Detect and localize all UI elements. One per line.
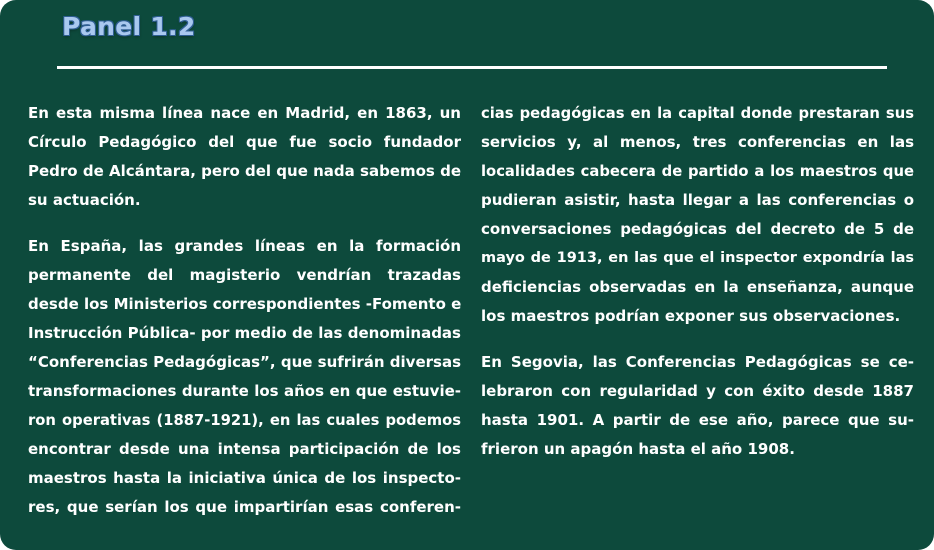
text-line: servicios y, al menos, tres conferencias en las <box>481 133 914 151</box>
title-divider <box>57 66 887 69</box>
paragraph-gap <box>481 331 914 348</box>
text-line: maestros hasta la iniciativa única de los inspecto- <box>28 469 461 487</box>
text-column-left <box>28 99 461 522</box>
text-line: cias pedagógicas en la capital donde prestaran sus <box>481 105 914 122</box>
text-line: encontrar desde una intensa participación de los <box>28 440 461 458</box>
panel-title: Panel 1.2 <box>62 12 196 41</box>
text-line: “Conferencias Pedagógicas”, que sufrirán diversas <box>28 353 461 371</box>
text-line: mayo de 1913, en las que el inspector expondría las <box>481 250 914 266</box>
text-line: En esta misma línea nace en Madrid, en 1863, un <box>28 104 461 122</box>
text-line: conversaciones pedagógicas del decreto de 5 de <box>481 220 914 238</box>
text-line: res, que serían los que impartirían esas conferen- <box>28 498 461 516</box>
text-line: En España, las grandes líneas en la formación <box>28 237 461 255</box>
text-line: permanente del magisterio vendrían trazadas <box>28 266 461 284</box>
text-line: desde los Ministerios correspondientes -Fomento e <box>28 295 461 313</box>
text-line: lebraron con regularidad y con éxito desde 1887 <box>481 382 914 400</box>
text-line: los maestros podrían exponer sus observaciones. <box>481 307 901 325</box>
text-line: Círculo Pedagógico del que fue socio fundador <box>28 133 461 151</box>
text-line: hasta 1901. A partir de ese año, parece que su- <box>481 411 914 429</box>
text-line: pudieran asistir, hasta llegar a las conferencias o <box>481 191 914 209</box>
paragraph-gap <box>28 215 461 232</box>
text-column-right <box>481 99 914 464</box>
text-line: su actuación. <box>28 191 141 209</box>
text-line: transformaciones durante los años en que estuvie- <box>28 382 461 400</box>
text-line: Instrucción Pública- por medio de las denominadas <box>28 324 461 342</box>
text-line: Pedro de Alcántara, pero del que nada sabemos de <box>28 162 461 180</box>
text-line: En Segovia, las Conferencias Pedagógicas se ce- <box>481 353 914 371</box>
text-line: deficiencias observadas en la enseñanza, aunque <box>481 278 914 296</box>
text-line: ron operativas (1887-1921), en las cuales podemos <box>28 412 461 429</box>
text-line: localidades cabecera de partido a los maestros que <box>481 163 914 180</box>
text-line: frieron un apagón hasta el año 1908. <box>481 440 795 458</box>
